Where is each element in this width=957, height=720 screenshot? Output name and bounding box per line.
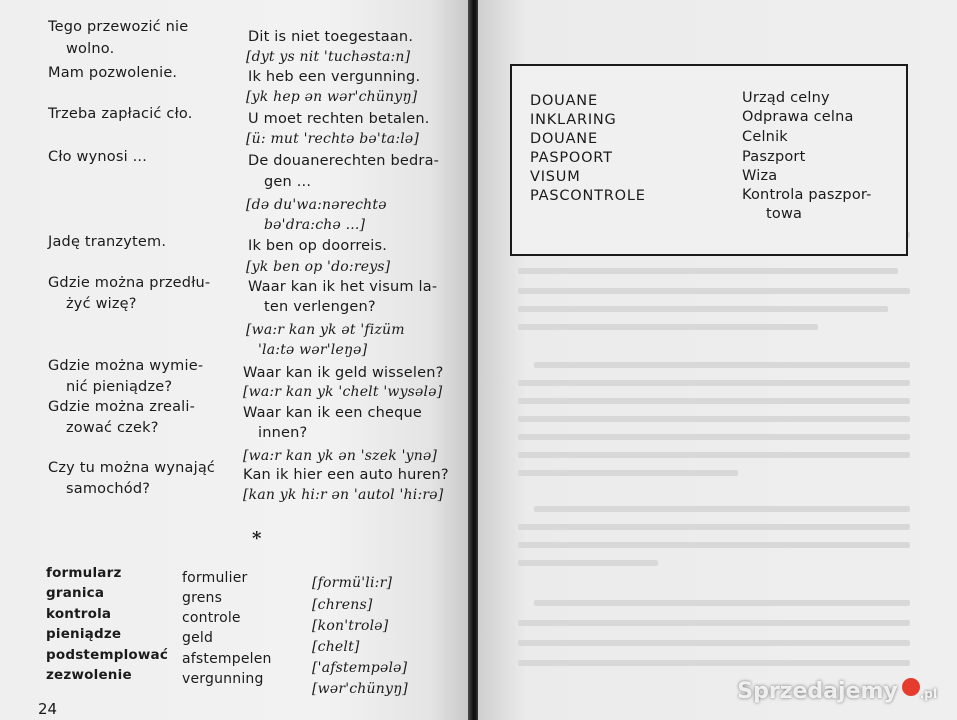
- nl-phrase-line: Waar kan ik geld wisselen?: [243, 365, 444, 381]
- phonetic-line: [yk ben op 'do:reys]: [246, 259, 391, 275]
- phonetic-line: [wa:r kan yk 'chelt 'wysələ]: [243, 384, 443, 400]
- vocab-pl: granica: [46, 585, 105, 601]
- nl-phrase-line: Ik heb een vergunning.: [248, 69, 421, 85]
- pl-phrase-line: Czy tu można wynająć: [48, 460, 216, 476]
- bleed-through-line: [518, 470, 738, 476]
- bleed-through-line: [534, 362, 910, 368]
- nl-phrase-line: Ik ben op doorreis.: [248, 238, 388, 254]
- sign-translation: Wiza: [742, 168, 778, 184]
- section-separator: *: [252, 528, 262, 549]
- bleed-through-line: [518, 398, 910, 404]
- vocab-nl: vergunning: [182, 671, 264, 687]
- bleed-through-line: [518, 660, 910, 666]
- nl-phrase-line: ten verlengen?: [264, 299, 376, 315]
- sign-translation: Celnik: [742, 129, 788, 145]
- vocab-phonetic: ['afstempələ]: [312, 660, 408, 676]
- vocab-nl: formulier: [182, 570, 248, 586]
- nl-phrase-line: Kan ik hier een auto huren?: [243, 467, 449, 483]
- vocab-phonetic: [chrens]: [312, 597, 373, 613]
- nl-phrase-line: Dit is niet toegestaan.: [248, 29, 414, 45]
- phonetic-line: 'la:tə wər'leŋə]: [258, 342, 368, 358]
- phonetic-line: [wa:r kan yk ən 'szek 'ynə]: [243, 448, 438, 464]
- phonetic-line: [dyt ys nit 'tuchəsta:n]: [246, 49, 411, 65]
- vocab-phonetic: [kon'trolə]: [312, 618, 389, 634]
- bleed-through-line: [518, 524, 910, 530]
- sign-text: VISUM: [530, 169, 581, 185]
- bleed-through-line: [534, 506, 910, 512]
- bleed-through-line: [518, 268, 898, 274]
- phonetic-line: [yk hep ən wər'chünyŋ]: [246, 89, 418, 105]
- pl-phrase-line: Gdzie można przedłu-: [48, 275, 211, 291]
- sign-translation: Kontrola paszpor-: [742, 187, 872, 203]
- watermark-logo: [737, 678, 937, 704]
- sign-text: DOUANE: [530, 93, 598, 109]
- pl-phrase-line: Cło wynosi ...: [48, 149, 148, 165]
- bleed-through-line: [518, 620, 910, 626]
- bleed-through-line: [518, 640, 910, 646]
- nl-phrase-line: U moet rechten betalen.: [248, 111, 430, 127]
- nl-phrase-line: Waar kan ik een cheque: [243, 405, 423, 421]
- pl-phrase-line: wolno.: [66, 41, 115, 57]
- vocab-nl: controle: [182, 610, 241, 626]
- phonetic-line: [kan yk hi:r ən 'autol 'hi:rə]: [243, 487, 444, 503]
- sign-text: PASPOORT: [530, 150, 613, 166]
- sign-translation-box: [510, 64, 908, 256]
- vocab-nl: geld: [182, 630, 214, 646]
- pl-phrase-line: samochód?: [66, 481, 151, 497]
- nl-phrase-line: innen?: [258, 425, 308, 441]
- vocab-phonetic: [chelt]: [312, 639, 360, 655]
- sign-translation: towa: [766, 206, 803, 222]
- bleed-through-line: [518, 324, 818, 330]
- bleed-through-line: [518, 416, 910, 422]
- phonetic-line: [wa:r kan yk ət 'fizüm: [246, 322, 405, 338]
- pl-phrase-line: zować czek?: [66, 420, 159, 436]
- vocab-nl: afstempelen: [182, 651, 272, 667]
- phonetic-line: [də du'wa:nərechtə: [246, 197, 387, 213]
- bleed-through-line: [518, 434, 910, 440]
- bleed-through-line: [534, 600, 910, 606]
- bleed-through-line: [518, 542, 910, 548]
- pl-phrase-line: Jadę tranzytem.: [48, 234, 167, 250]
- pl-phrase-line: Gdzie można zreali-: [48, 399, 196, 415]
- vocab-pl: formularz: [46, 565, 122, 581]
- sign-translation: Odprawa celna: [742, 109, 854, 125]
- sign-text: PASCONTROLE: [530, 188, 646, 204]
- vocab-nl: grens: [182, 590, 223, 606]
- bleed-through-line: [518, 306, 888, 312]
- sign-translation: Urząd celny: [742, 90, 830, 106]
- nl-phrase-line: Waar kan ik het visum la-: [248, 279, 438, 295]
- vocab-pl: podstemplować: [46, 647, 169, 663]
- sign-text: DOUANE: [530, 131, 598, 147]
- bleed-through-line: [518, 380, 910, 386]
- page-number: 24: [38, 700, 58, 718]
- sign-text: INKLARING: [530, 112, 617, 128]
- vocab-pl: zezwolenie: [46, 667, 132, 683]
- watermark-text: Sprzedajemy: [737, 679, 898, 704]
- vocab-pl: kontrola: [46, 606, 112, 622]
- sign-translation: Paszport: [742, 149, 806, 165]
- vocab-pl: pieniądze: [46, 626, 122, 642]
- pl-phrase-line: Tego przewozić nie: [48, 19, 189, 35]
- bleed-through-line: [518, 452, 910, 458]
- watermark-dot-icon: [902, 678, 920, 696]
- left-page: [0, 0, 468, 720]
- nl-phrase-line: gen ...: [264, 174, 312, 190]
- bleed-through-line: [518, 288, 910, 294]
- watermark-suffix: .pl: [919, 687, 937, 701]
- pl-phrase-line: Gdzie można wymie-: [48, 358, 204, 374]
- pl-phrase-line: Trzeba zapłacić cło.: [48, 106, 193, 122]
- vocab-phonetic: [wər'chünyŋ]: [312, 681, 408, 697]
- vocab-phonetic: [formü'li:r]: [312, 575, 393, 591]
- nl-phrase-line: De douanerechten bedra-: [248, 153, 440, 169]
- bleed-through-line: [518, 560, 658, 566]
- phonetic-line: bə'dra:chə ...]: [264, 217, 366, 233]
- pl-phrase-line: żyć wizę?: [66, 296, 137, 312]
- pl-phrase-line: Mam pozwolenie.: [48, 65, 178, 81]
- phonetic-line: [ü: mut 'rechtə bə'ta:lə]: [246, 131, 420, 147]
- pl-phrase-line: nić pieniądze?: [66, 379, 173, 395]
